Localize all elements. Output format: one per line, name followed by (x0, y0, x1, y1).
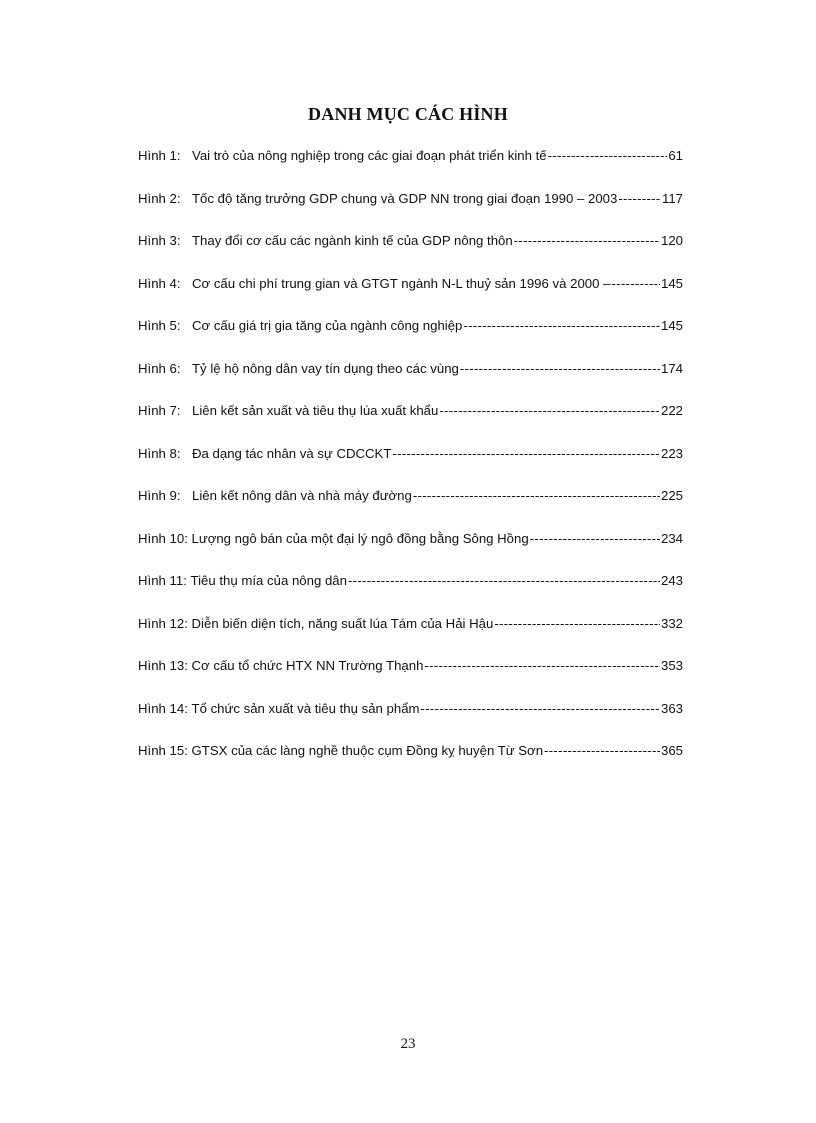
figure-label: Hình 12: (138, 615, 188, 631)
figure-caption: Thay đổi cơ cấu các ngành kinh tế của GDP nông thôn (192, 233, 513, 248)
figure-entry-text (138, 191, 617, 206)
dot-leader (439, 403, 660, 418)
figure-entry (138, 488, 683, 531)
figure-page-number: 145 (660, 318, 683, 333)
figure-page-number: 225 (660, 488, 683, 503)
figure-label: Hình 5: (138, 318, 181, 333)
figure-entry (138, 233, 683, 276)
figure-caption: Tiêu thụ mía của nông dân (190, 573, 347, 588)
figure-entry-text (138, 361, 459, 376)
dot-leader (494, 616, 660, 631)
figure-page-number: 145 (660, 275, 683, 291)
figure-caption: Tỷ lệ hộ nông dân vay tín dụng theo các vùng (192, 360, 459, 376)
figure-caption: Vai trò của nông nghiệp trong các giai đoạn phát triển kinh tế (192, 148, 547, 163)
figure-entry (138, 743, 683, 786)
figure-caption: Cơ cấu giá trị gia tăng của ngành công nghiệp (192, 318, 463, 333)
figure-label: Hình 4: (138, 275, 181, 291)
figure-caption: GTSX của các làng nghề thuộc cụm Đồng kỵ huyện Từ Sơn (191, 743, 544, 758)
figure-label: Hình 15: (138, 743, 188, 758)
figure-entry (138, 658, 683, 701)
figure-label: Hình 9: (138, 488, 181, 503)
figure-entry-text (138, 403, 438, 418)
figure-list (138, 148, 683, 786)
dot-leader (348, 573, 660, 588)
dot-leader (514, 233, 660, 248)
figure-label: Hình 3: (138, 233, 181, 248)
figure-page-number: 363 (660, 700, 683, 716)
figure-entry-text (138, 701, 420, 716)
figure-caption: Tốc độ tăng trưởng GDP chung và GDP NN trong giai đoạn 1990 – 2003 (192, 190, 618, 206)
figure-caption: Diễn biến diện tích, năng suất lúa Tám của Hải Hậu (191, 615, 494, 631)
figure-label: Hình 13: (138, 658, 188, 673)
figure-caption: Cơ cấu chi phí trung gian và GTGT ngành N-L thuỷ sản 1996 và 2000 – (192, 275, 611, 291)
figure-label: Hình 14: (138, 700, 188, 716)
figure-entry (138, 573, 683, 616)
dot-leader (392, 446, 660, 461)
figure-entry (138, 318, 683, 361)
figure-entry-text (138, 573, 347, 588)
figure-entry-text (138, 276, 610, 291)
figure-entry-text (138, 743, 543, 758)
figure-entry-text (138, 148, 547, 163)
figure-label: Hình 2: (138, 190, 181, 206)
figure-page-number: 61 (668, 148, 683, 163)
figure-entry-text (138, 531, 529, 546)
dot-leader (611, 276, 660, 291)
figure-caption: Tổ chức sản xuất và tiêu thụ sản phẩm (191, 700, 420, 716)
dot-leader (460, 361, 660, 376)
figure-page-number: 222 (660, 403, 683, 418)
figure-entry (138, 276, 683, 319)
figure-entry (138, 446, 683, 489)
figure-label: Hình 1: (138, 148, 181, 163)
figure-page-number: 353 (660, 658, 683, 673)
figure-entry (138, 616, 683, 659)
dot-leader (618, 191, 661, 206)
figure-label: Hình 8: (138, 445, 181, 461)
figure-label: Hình 6: (138, 360, 181, 376)
figure-label: Hình 10: (138, 530, 188, 546)
dot-leader (544, 743, 660, 758)
figure-page-number: 234 (660, 530, 683, 546)
figure-entry-text (138, 616, 493, 631)
figure-page-number: 365 (660, 743, 683, 758)
figure-entry-text (138, 318, 462, 333)
figure-page-number: 174 (660, 360, 683, 376)
figure-page-number: 117 (661, 190, 683, 206)
figure-label: Hình 11: (138, 573, 187, 588)
figure-entry (138, 191, 683, 234)
figure-page-number: 243 (660, 573, 683, 588)
figure-page-number: 223 (660, 445, 683, 461)
page-number: 23 (400, 1036, 416, 1052)
figure-page-number: 120 (660, 233, 683, 248)
figure-entry-text (138, 233, 513, 248)
figure-label: Hình 7: (138, 403, 181, 418)
dot-leader (421, 701, 660, 716)
figure-entry-text (138, 446, 391, 461)
dot-leader (463, 318, 660, 333)
figure-caption: Cơ cấu tổ chức HTX NN Trường Thạnh (191, 658, 424, 673)
figure-entry (138, 531, 683, 574)
figure-entry (138, 403, 683, 446)
figure-entry (138, 148, 683, 191)
dot-leader (424, 658, 660, 673)
figure-caption: Liên kết sản xuất và tiêu thụ lúa xuất khẩu (192, 403, 439, 418)
figure-entry (138, 701, 683, 744)
dot-leader (530, 531, 660, 546)
figure-entry-text (138, 658, 423, 673)
figure-page-number: 332 (660, 615, 683, 631)
dot-leader (548, 148, 668, 163)
dot-leader (413, 488, 660, 503)
figure-caption: Đa dạng tác nhân và sự CDCCKT (192, 445, 392, 461)
page-title: DANH MỤC CÁC HÌNH (308, 104, 508, 124)
figure-entry (138, 361, 683, 404)
figure-caption: Lượng ngô bán của một đại lý ngô đồng bằng Sông Hồng (191, 530, 529, 546)
figure-entry-text (138, 488, 412, 503)
figure-caption: Liên kết nông dân và nhà máy đường (192, 488, 412, 503)
